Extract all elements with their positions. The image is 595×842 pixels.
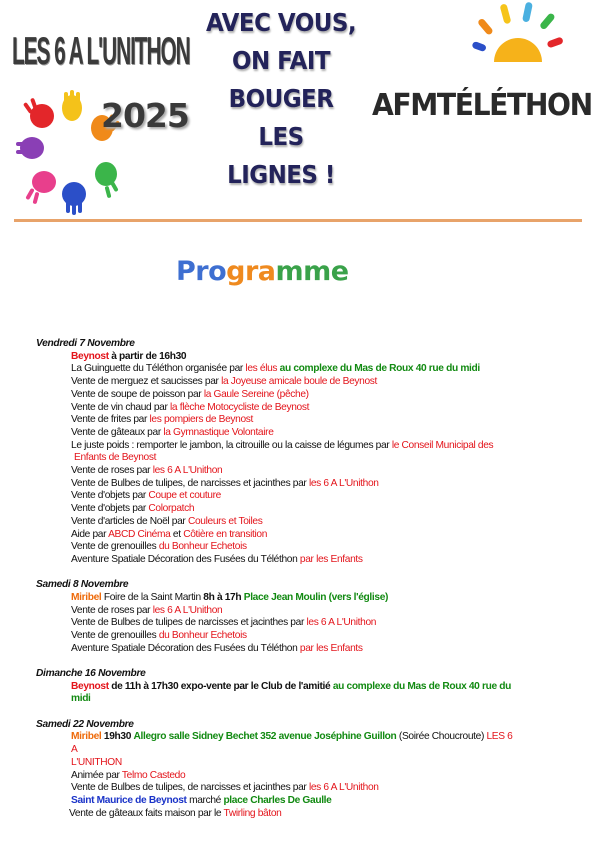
event-text: Vente de gâteaux faits maison par le [69,807,224,819]
event-text: Le juste poids : remporter le jambon, la citrouille ou la caisse de légumes par [71,439,392,451]
programme-title-part: mme [275,256,349,287]
year-label: 2025 [101,96,189,135]
day-title: Dimanche 16 Novembre [36,668,146,680]
programme-title-part: Pro [176,256,227,287]
event-text: Telmo Castedo [121,769,186,781]
event-line [0,808,595,821]
event-text: la Gymnastique Volontaire [163,426,274,438]
event-line [0,351,595,364]
event-line [0,782,595,795]
event-line [0,630,595,643]
event-text: les 6 A L'Unithon [152,604,223,616]
event-line [0,795,595,808]
event-line [0,363,595,376]
event-line [0,731,595,756]
slogan [196,4,366,194]
event-text: Vente d'objets par [71,503,149,515]
event-text: de 11h à 17h30 expo-vente par le Club de l'amitié [108,680,333,692]
event-line [0,541,595,554]
day-block [0,668,595,706]
event-text: Foire de la Saint Martin [101,591,204,603]
event-text: les 6 A L'Unithon [308,477,379,489]
event-text: (Soirée Choucroute) [396,731,487,743]
event-text: Aide par [71,528,109,540]
event-line [0,554,595,567]
day-block [0,719,595,821]
event-text: par les Enfants [299,642,363,654]
event-line [0,617,595,630]
event-text: la Joyeuse amicale boule de Beynost [221,376,378,388]
event-text: Vente de grenouilles [71,630,159,642]
event-text: Place Jean Moulin (vers l'église) [243,591,389,603]
event-text: les 6 A L'Unithon [306,617,377,629]
event-text: Coupe et couture [148,490,221,502]
day-block [0,579,595,655]
event-text: le Conseil Municipal des [391,439,494,451]
flyer-header [0,0,595,225]
event-line [0,427,595,440]
event-line [0,376,595,389]
association-logo-text: LES 6 A L'UNITHON [12,30,190,74]
telethon-sun-icon [472,0,564,84]
event-line [0,681,595,706]
event-text: les élus [245,363,280,375]
event-line [0,503,595,516]
event-text: marché [186,794,224,806]
programme-title-part: gra [226,256,276,287]
event-text: Aventure Spatiale Décoration des Fusées du Téléthon [71,642,300,654]
event-text: Aventure Spatiale Décoration des Fusées du Téléthon [71,553,300,565]
event-text: Twirling bâton [223,807,282,819]
programme-list [0,338,595,833]
event-text: Vente de vin chaud par [71,401,170,413]
event-text: Vente de Bulbes de tulipes de narcisses et jacinthes par [71,617,307,629]
header-divider [14,219,582,222]
day-title: Vendredi 7 Novembre [36,338,135,349]
event-line [0,389,595,402]
day-title: Samedi 8 Novembre [36,579,129,591]
slogan-line: BOUGER LES [228,84,334,151]
event-text: Beynost [71,680,109,692]
event-text: les 6 A L'Unithon [152,465,223,477]
event-text: les pompiers de Beynost [149,414,254,426]
event-line [0,516,595,529]
event-text: L'UNITHON [71,756,122,768]
event-text: Colorpatch [148,503,195,515]
event-text: à partir de 16h30 [108,350,187,362]
event-text: Beynost [71,350,109,362]
event-text: par les Enfants [299,553,363,565]
event-text: Vente de Bulbes de tulipes, de narcisses et jacinthes par [71,782,309,794]
event-text: Vente d'articles de Noël par [71,515,188,527]
day-title: Samedi 22 Novembre [36,718,134,730]
event-text: LES 6 A [71,731,513,756]
event-text: Vente de frites par [71,414,150,426]
event-text: Saint Maurice de Beynost [71,794,187,806]
event-line [0,592,595,605]
event-text: ABCD Cinéma [108,528,171,540]
event-text: Vente d'objets par [71,490,149,502]
event-line [0,440,595,453]
event-line [0,529,595,542]
event-line [0,402,595,415]
event-text: les 6 A L'Unithon [308,782,379,794]
event-line [0,465,595,478]
day-block [0,338,595,567]
event-line [0,770,595,783]
event-line [0,490,595,503]
event-text: Vente de merguez et saucisses par [71,376,222,388]
event-text: Couleurs et Toiles [187,515,263,527]
event-text: la Gaule Sereine (pêche) [203,388,309,400]
event-line [0,605,595,618]
event-text: Miribel [71,731,102,743]
event-text: du Bonheur Echetois [158,541,247,553]
event-text: Allegro salle Sidney Bechet 352 avenue Joséphine Guillon [133,731,397,743]
event-text: Miribel [71,591,102,603]
event-text: et [170,528,184,540]
event-text: La Guinguette du Téléthon organisée par [71,363,246,375]
event-text: Enfants de Beynost [74,452,157,464]
event-line [0,452,595,465]
programme-title [176,256,349,287]
event-text: Vente de roses par [71,604,153,616]
event-text: place Charles De Gaulle [223,794,332,806]
event-text: Vente de Bulbes de tulipes, de narcisses et jacinthes par [71,477,309,489]
event-text: au complexe du Mas de Roux 40 rue du midi [71,680,512,705]
event-text: la flèche Motocycliste de Beynost [170,401,310,413]
event-text: Vente de soupe de poisson par [71,388,204,400]
event-text: Côtière en transition [183,528,268,540]
event-text: 19h30 [103,731,132,743]
slogan-line: ON FAIT [231,46,331,75]
afm-telethon-logo: AFMTÉLÉTHON [372,88,592,123]
event-text: du Bonheur Echetois [158,630,247,642]
slogan-line: AVEC VOUS, [205,8,357,37]
event-line [0,643,595,656]
event-text: Animée par [71,769,122,781]
event-text: Vente de roses par [71,465,153,477]
event-text: Vente de gâteaux par [71,426,164,438]
event-text: au complexe du Mas de Roux 40 rue du midi [279,363,480,375]
event-text: 8h à 17h [203,591,242,603]
event-text: Vente de grenouilles [71,541,159,553]
slogan-line: LIGNES ! [227,160,335,189]
event-line [0,478,595,491]
event-line [0,414,595,427]
event-line [0,757,595,770]
